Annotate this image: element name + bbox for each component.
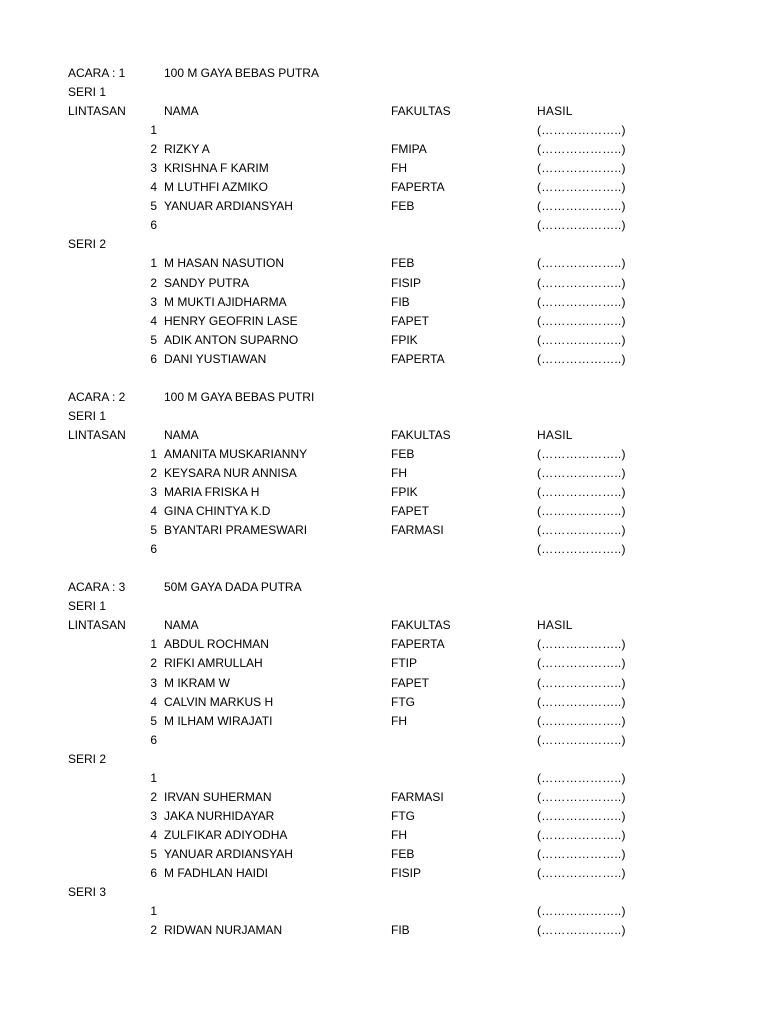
table-row [0, 921, 768, 940]
result-placeholder: (………………..) [537, 504, 626, 519]
faculty: FH [391, 465, 407, 480]
header-nama: NAMA [164, 104, 199, 119]
table-row [0, 254, 768, 273]
lane-number: 5 [150, 199, 157, 214]
swimmer-name: YANUAR ARDIANSYAH [164, 846, 293, 861]
table-row [0, 845, 768, 864]
table-row [0, 769, 768, 788]
table-row [0, 807, 768, 826]
table-row [0, 674, 768, 693]
faculty: FIB [391, 294, 410, 309]
header-lintasan: LINTASAN [68, 427, 126, 442]
header-fakultas: FAKULTAS [391, 427, 451, 442]
table-row [0, 197, 768, 216]
event-spacer [0, 369, 768, 388]
result-placeholder: (………………..) [537, 485, 626, 500]
seri-row [0, 407, 768, 426]
table-row [0, 502, 768, 521]
acara-label: ACARA : 3 [68, 580, 126, 595]
swimmer-name: KRISHNA F KARIM [164, 161, 269, 176]
swimmer-name: CALVIN MARKUS H [164, 694, 274, 709]
faculty: FH [391, 713, 407, 728]
result-placeholder: (………………..) [537, 542, 626, 557]
result-placeholder: (………………..) [537, 713, 626, 728]
result-placeholder: (………………..) [537, 637, 626, 652]
lane-number: 4 [150, 504, 157, 519]
lane-number: 1 [150, 446, 157, 461]
lane-number: 3 [150, 161, 157, 176]
swimmer-name: RIDWAN NURJAMAN [164, 923, 283, 938]
swimmer-name: GINA CHINTYA K.D [164, 504, 271, 519]
lane-number: 4 [150, 827, 157, 842]
lane-number: 6 [150, 542, 157, 557]
result-placeholder: (………………..) [537, 161, 626, 176]
header-hasil: HASIL [537, 104, 573, 119]
table-row [0, 654, 768, 673]
faculty: FPIK [391, 485, 418, 500]
table-row [0, 331, 768, 350]
lane-number: 1 [150, 123, 157, 138]
lane-number: 1 [150, 904, 157, 919]
result-placeholder: (………………..) [537, 332, 626, 347]
seri-label: SERI 1 [68, 408, 107, 423]
event-title: 100 M GAYA BEBAS PUTRI [164, 389, 315, 404]
seri-label: SERI 3 [68, 885, 107, 900]
faculty: FTG [391, 808, 415, 823]
faculty: FISIP [391, 275, 422, 290]
faculty: FEB [391, 199, 415, 214]
lane-number: 3 [150, 485, 157, 500]
result-placeholder: (………………..) [537, 218, 626, 233]
lane-number: 1 [150, 770, 157, 785]
lane-number: 6 [150, 732, 157, 747]
swimmer-name: M LUTHFI AZMIKO [164, 180, 269, 195]
swimmer-name: MARIA FRISKA H [164, 485, 260, 500]
seri-row [0, 235, 768, 254]
faculty: FIB [391, 923, 410, 938]
event-spacer [0, 559, 768, 578]
seri-row [0, 597, 768, 616]
seri-row [0, 750, 768, 769]
result-placeholder: (………………..) [537, 675, 626, 690]
lane-number: 2 [150, 465, 157, 480]
result-placeholder: (………………..) [537, 351, 626, 366]
table-row [0, 788, 768, 807]
result-placeholder: (………………..) [537, 846, 626, 861]
seri-label: SERI 2 [68, 751, 107, 766]
swimmer-name: RIZKY A [164, 142, 210, 157]
header-lintasan: LINTASAN [68, 618, 126, 633]
swimmer-name: M HASAN NASUTION [164, 256, 285, 271]
header-hasil: HASIL [537, 618, 573, 633]
seri-label: SERI 2 [68, 237, 107, 252]
faculty: FISIP [391, 865, 422, 880]
result-placeholder: (………………..) [537, 523, 626, 538]
faculty: FEB [391, 446, 415, 461]
swimmer-name: DANI YUSTIAWAN [164, 351, 267, 366]
lane-number: 3 [150, 294, 157, 309]
faculty: FH [391, 827, 407, 842]
table-row [0, 902, 768, 921]
acara-label: ACARA : 2 [68, 389, 126, 404]
lane-number: 5 [150, 713, 157, 728]
result-placeholder: (………………..) [537, 789, 626, 804]
header-hasil: HASIL [537, 427, 573, 442]
swimmer-name: RIFKI AMRULLAH [164, 656, 263, 671]
lane-number: 4 [150, 694, 157, 709]
swimmer-name: SANDY PUTRA [164, 275, 250, 290]
column-header-row [0, 102, 768, 121]
lane-number: 2 [150, 142, 157, 157]
table-row [0, 693, 768, 712]
lane-number: 5 [150, 523, 157, 538]
table-row [0, 826, 768, 845]
result-placeholder: (………………..) [537, 142, 626, 157]
faculty: FAPET [391, 504, 430, 519]
swimmer-name: KEYSARA NUR ANNISA [164, 465, 297, 480]
column-header-row [0, 426, 768, 445]
lane-number: 2 [150, 789, 157, 804]
faculty: FTIP [391, 656, 417, 671]
column-header-row [0, 616, 768, 635]
result-placeholder: (………………..) [537, 294, 626, 309]
result-placeholder: (………………..) [537, 865, 626, 880]
swimmer-name: AMANITA MUSKARIANNY [164, 446, 308, 461]
seri-row [0, 83, 768, 102]
swimmer-name: YANUAR ARDIANSYAH [164, 199, 293, 214]
lane-number: 6 [150, 865, 157, 880]
swimmer-name: HENRY GEOFRIN LASE [164, 313, 298, 328]
swimmer-name: BYANTARI PRAMESWARI [164, 523, 308, 538]
heat-sheet [0, 64, 768, 940]
lane-number: 3 [150, 808, 157, 823]
result-placeholder: (………………..) [537, 123, 626, 138]
event-title: 50M GAYA DADA PUTRA [164, 580, 302, 595]
seri-row [0, 883, 768, 902]
result-placeholder: (………………..) [537, 827, 626, 842]
result-placeholder: (………………..) [537, 770, 626, 785]
lane-number: 1 [150, 256, 157, 271]
lane-number: 2 [150, 923, 157, 938]
swimmer-name: IRVAN SUHERMAN [164, 789, 272, 804]
lane-number: 5 [150, 332, 157, 347]
result-placeholder: (………………..) [537, 256, 626, 271]
swimmer-name: ADIK ANTON SUPARNO [164, 332, 299, 347]
header-lintasan: LINTASAN [68, 104, 126, 119]
faculty: FAPERTA [391, 637, 445, 652]
swimmer-name: ABDUL ROCHMAN [164, 637, 269, 652]
result-placeholder: (………………..) [537, 446, 626, 461]
result-placeholder: (………………..) [537, 199, 626, 214]
swimmer-name: JAKA NURHIDAYAR [164, 808, 275, 823]
table-row [0, 445, 768, 464]
lane-number: 3 [150, 675, 157, 690]
result-placeholder: (………………..) [537, 923, 626, 938]
faculty: FH [391, 161, 407, 176]
result-placeholder: (………………..) [537, 732, 626, 747]
result-placeholder: (………………..) [537, 275, 626, 290]
faculty: FEB [391, 256, 415, 271]
table-row [0, 140, 768, 159]
faculty: FPIK [391, 332, 418, 347]
lane-number: 4 [150, 313, 157, 328]
event-title-row [0, 64, 768, 83]
swimmer-name: ZULFIKAR ADIYODHA [164, 827, 288, 842]
lane-number: 4 [150, 180, 157, 195]
swimmer-name: M MUKTI AJIDHARMA [164, 294, 287, 309]
lane-number: 2 [150, 656, 157, 671]
swimmer-name: M IKRAM W [164, 675, 230, 690]
lane-number: 6 [150, 351, 157, 366]
header-fakultas: FAKULTAS [391, 618, 451, 633]
result-placeholder: (………………..) [537, 465, 626, 480]
faculty: FAPERTA [391, 180, 445, 195]
faculty: FEB [391, 846, 415, 861]
result-placeholder: (………………..) [537, 694, 626, 709]
table-row [0, 178, 768, 197]
table-row [0, 216, 768, 235]
table-row [0, 464, 768, 483]
acara-label: ACARA : 1 [68, 66, 126, 80]
event-title-row [0, 388, 768, 407]
faculty: FARMASI [391, 789, 444, 804]
faculty: FAPERTA [391, 351, 445, 366]
table-row [0, 521, 768, 540]
result-placeholder: (………………..) [537, 904, 626, 919]
table-row [0, 312, 768, 331]
table-row [0, 483, 768, 502]
faculty: FAPET [391, 675, 430, 690]
table-row [0, 121, 768, 140]
table-row [0, 731, 768, 750]
result-placeholder: (………………..) [537, 808, 626, 823]
table-row [0, 159, 768, 178]
table-row [0, 274, 768, 293]
result-placeholder: (………………..) [537, 180, 626, 195]
table-row [0, 293, 768, 312]
event-title: 100 M GAYA BEBAS PUTRA [164, 66, 319, 80]
event-title-row [0, 578, 768, 597]
header-nama: NAMA [164, 618, 199, 633]
table-row [0, 864, 768, 883]
swimmer-name: M ILHAM WIRAJATI [164, 713, 273, 728]
lane-number: 2 [150, 275, 157, 290]
faculty: FARMASI [391, 523, 444, 538]
lane-number: 6 [150, 218, 157, 233]
lane-number: 5 [150, 846, 157, 861]
table-row [0, 350, 768, 369]
header-nama: NAMA [164, 427, 199, 442]
lane-number: 1 [150, 637, 157, 652]
result-placeholder: (………………..) [537, 313, 626, 328]
seri-label: SERI 1 [68, 85, 107, 100]
table-row [0, 635, 768, 654]
faculty: FMIPA [391, 142, 427, 157]
header-fakultas: FAKULTAS [391, 104, 451, 119]
faculty: FAPET [391, 313, 430, 328]
table-row [0, 712, 768, 731]
table-row [0, 540, 768, 559]
swimmer-name: M FADHLAN HAIDI [164, 865, 269, 880]
seri-label: SERI 1 [68, 599, 107, 614]
faculty: FTG [391, 694, 415, 709]
result-placeholder: (………………..) [537, 656, 626, 671]
